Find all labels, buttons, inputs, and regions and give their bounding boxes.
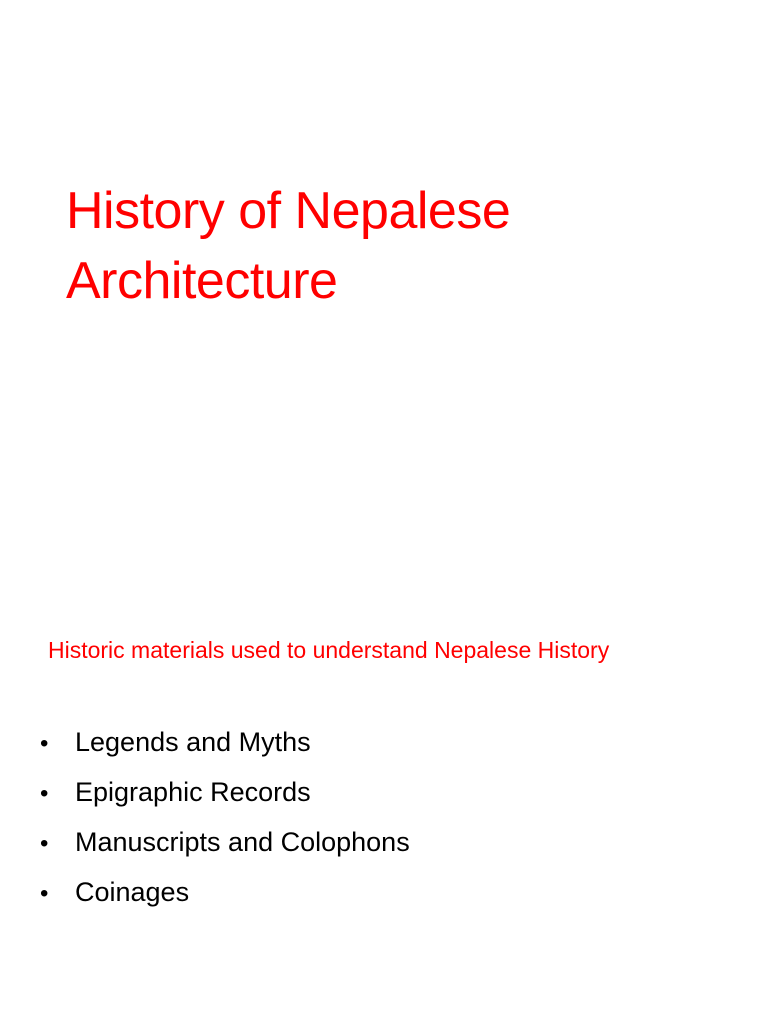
slide-title — [66, 176, 726, 316]
bullet-item-coinages — [40, 868, 410, 918]
bullet-dot-icon: • — [40, 730, 49, 757]
bullet-dot-icon: • — [40, 880, 49, 907]
bullet-dot-icon: • — [40, 780, 49, 807]
slide-title-line-1: History of Nepalese — [66, 182, 511, 240]
bullet-item-manuscripts — [40, 818, 410, 868]
bullet-text: Manuscripts and Colophons — [75, 827, 410, 857]
bullet-item-legends — [40, 718, 410, 768]
slide-subtitle: Historic materials used to understand Nepalese History — [48, 637, 610, 663]
slide-title-line-2: Architecture — [66, 252, 338, 310]
bullet-list — [40, 718, 410, 918]
bullet-item-epigraphic — [40, 768, 410, 818]
bullet-text: Legends and Myths — [75, 727, 311, 757]
bullet-text: Epigraphic Records — [75, 777, 311, 807]
bullet-text: Coinages — [75, 877, 190, 907]
bullet-dot-icon: • — [40, 830, 49, 857]
